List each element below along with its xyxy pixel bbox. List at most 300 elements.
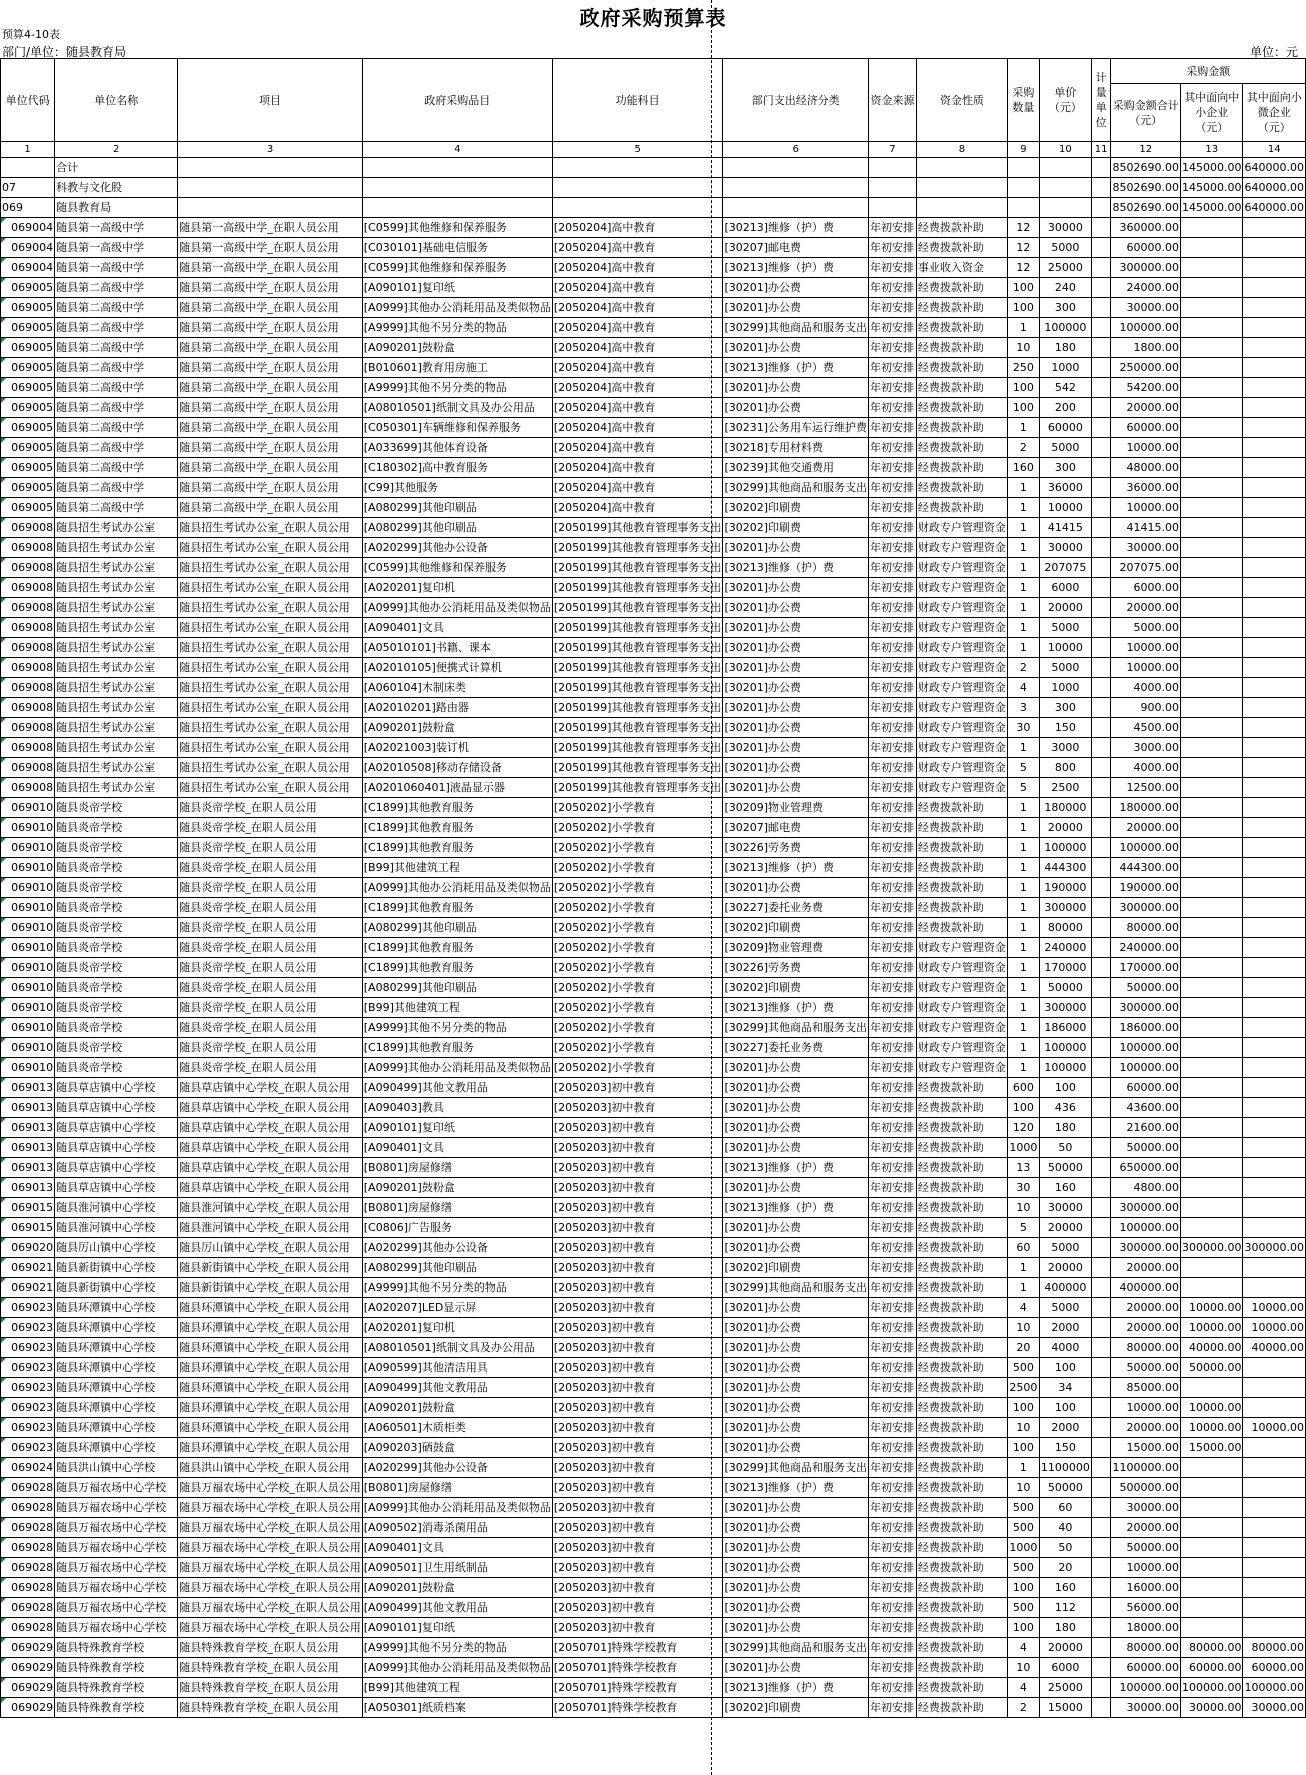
cell-fund-source: 年初安排 <box>869 378 917 398</box>
cell-sme-amount: 100000.00 <box>1180 1678 1243 1698</box>
cell-sme-amount <box>1180 838 1243 858</box>
table-row <box>1 678 1306 698</box>
cell-quantity: 160 <box>1007 458 1039 478</box>
table-row <box>1 1618 1306 1638</box>
cell-quantity: 3 <box>1007 698 1039 718</box>
col-index: 9 <box>1007 142 1039 158</box>
cell-measure-unit <box>1091 258 1111 278</box>
cell-unit-name: 随县招生考试办公室 <box>55 698 178 718</box>
cell-sme-amount <box>1180 1598 1243 1618</box>
cell-sme-amount: 15000.00 <box>1180 1438 1243 1458</box>
col-index: 11 <box>1091 142 1111 158</box>
cell-unit-name: 随县第二高级中学 <box>55 418 178 438</box>
cell-procurement-item: [A090201]鼓粉盒 <box>362 1178 552 1198</box>
cell-total-amount: 41415.00 <box>1111 518 1180 538</box>
cell-quantity: 2500 <box>1007 1378 1039 1398</box>
cell-total-amount: 360000.00 <box>1111 218 1180 238</box>
cell-sme-amount <box>1180 1078 1243 1098</box>
cell-unit-code: 069024 <box>1 1458 55 1478</box>
cell-econ-class: [30202]印刷费 <box>723 1698 869 1718</box>
section-row <box>1 178 1306 198</box>
cell-micro-amount <box>1243 638 1306 658</box>
department-name: 随县教育局 <box>55 198 178 218</box>
cell-unit-name: 随县炎帝学校 <box>55 958 178 978</box>
table-row <box>1 1598 1306 1618</box>
table-row <box>1 1338 1306 1358</box>
cell-unit-name: 随县第二高级中学 <box>55 338 178 358</box>
cell-unit-code: 069005 <box>1 378 55 398</box>
cell-sme-amount <box>1180 598 1243 618</box>
department-amount: 8502690.00 <box>1111 198 1180 218</box>
cell-unit-name: 随县炎帝学校 <box>55 838 178 858</box>
cell-project: 随县环潭镇中心学校_在职人员公用 <box>178 1338 363 1358</box>
cell-unit-code: 069029 <box>1 1678 55 1698</box>
cell-fund-nature: 经费拨款补助 <box>916 1358 1007 1378</box>
cell-total-amount: 48000.00 <box>1111 458 1180 478</box>
table-row <box>1 1098 1306 1118</box>
cell-micro-amount <box>1243 738 1306 758</box>
cell-unit-name: 随县万福农场中心学校 <box>55 1578 178 1598</box>
cell-unit-price: 100000 <box>1039 838 1091 858</box>
cell-econ-class: [30202]印刷费 <box>723 1258 869 1278</box>
cell-total-amount: 1100000.00 <box>1111 1458 1180 1478</box>
cell-total-amount: 10000.00 <box>1111 658 1180 678</box>
cell-project: 随县招生考试办公室_在职人员公用 <box>178 638 363 658</box>
cell-econ-class: [30201]办公费 <box>723 718 869 738</box>
cell-measure-unit <box>1091 718 1111 738</box>
cell-unit-name: 随县招生考试办公室 <box>55 658 178 678</box>
cell-measure-unit <box>1091 338 1111 358</box>
cell-project: 随县洪山镇中心学校_在职人员公用 <box>178 1458 363 1478</box>
cell-unit-price: 400000 <box>1039 1278 1091 1298</box>
cell-measure-unit <box>1091 278 1111 298</box>
cell-measure-unit <box>1091 938 1111 958</box>
table-row <box>1 618 1306 638</box>
cell-total-amount: 100000.00 <box>1111 1218 1180 1238</box>
cell-quantity: 1 <box>1007 598 1039 618</box>
cell-function-subject: [2050203]初中教育 <box>552 1438 723 1458</box>
cell-unit-code: 069010 <box>1 978 55 998</box>
cell-total-amount: 56000.00 <box>1111 1598 1180 1618</box>
table-row <box>1 318 1306 338</box>
cell-micro-amount <box>1243 958 1306 978</box>
cell-function-subject: [2050202]小学教育 <box>552 998 723 1018</box>
cell-unit-code: 069010 <box>1 838 55 858</box>
cell-measure-unit <box>1091 1118 1111 1138</box>
cell-sme-amount <box>1180 258 1243 278</box>
cell-quantity: 5 <box>1007 758 1039 778</box>
cell-unit-name: 随县招生考试办公室 <box>55 598 178 618</box>
cell-fund-source: 年初安排 <box>869 718 917 738</box>
cell-project: 随县招生考试办公室_在职人员公用 <box>178 718 363 738</box>
total-code <box>1 158 55 178</box>
cell-micro-amount <box>1243 878 1306 898</box>
cell-function-subject: [2050202]小学教育 <box>552 838 723 858</box>
cell-unit-code: 069028 <box>1 1478 55 1498</box>
cell-measure-unit <box>1091 1238 1111 1258</box>
section-code: 07 <box>1 178 55 198</box>
cell-micro-amount <box>1243 538 1306 558</box>
cell-procurement-item: [A080299]其他印刷品 <box>362 1258 552 1278</box>
cell-sme-amount <box>1180 1538 1243 1558</box>
cell-econ-class: [30231]公务用车运行维护费 <box>723 418 869 438</box>
cell-unit-price: 50000 <box>1039 978 1091 998</box>
cell-measure-unit <box>1091 1698 1111 1718</box>
cell-sme-amount <box>1180 858 1243 878</box>
cell-sme-amount <box>1180 1098 1243 1118</box>
cell-project: 随县招生考试办公室_在职人员公用 <box>178 558 363 578</box>
cell-unit-code: 069029 <box>1 1638 55 1658</box>
cell-function-subject: [2050203]初中教育 <box>552 1518 723 1538</box>
cell-total-amount: 207075.00 <box>1111 558 1180 578</box>
cell-unit-code: 069005 <box>1 418 55 438</box>
cell-unit-name: 随县草店镇中心学校 <box>55 1098 178 1118</box>
cell-function-subject: [2050199]其他教育管理事务支出 <box>552 738 723 758</box>
cell-project: 随县炎帝学校_在职人员公用 <box>178 898 363 918</box>
cell-measure-unit <box>1091 1438 1111 1458</box>
cell-function-subject: [2050203]初中教育 <box>552 1198 723 1218</box>
cell-econ-class: [30207]邮电费 <box>723 818 869 838</box>
cell-function-subject: [2050204]高中教育 <box>552 418 723 438</box>
cell-unit-code: 069015 <box>1 1218 55 1238</box>
cell-micro-amount <box>1243 1538 1306 1558</box>
table-row <box>1 638 1306 658</box>
cell-sme-amount: 40000.00 <box>1180 1338 1243 1358</box>
table-row <box>1 1498 1306 1518</box>
cell-fund-nature: 经费拨款补助 <box>916 1478 1007 1498</box>
cell-unit-code: 069021 <box>1 1278 55 1298</box>
cell-unit-name: 随县第一高级中学 <box>55 238 178 258</box>
cell-econ-class: [30213]维修（护）费 <box>723 358 869 378</box>
header-amount-group: 采购金额 <box>1111 59 1306 84</box>
cell-econ-class: [30227]委托业务费 <box>723 898 869 918</box>
cell-unit-code: 069008 <box>1 658 55 678</box>
cell-measure-unit <box>1091 1298 1111 1318</box>
cell-function-subject: [2050199]其他教育管理事务支出 <box>552 778 723 798</box>
cell-unit-code: 069010 <box>1 1018 55 1038</box>
table-row <box>1 1538 1306 1558</box>
cell-total-amount: 80000.00 <box>1111 1338 1180 1358</box>
cell-fund-nature: 经费拨款补助 <box>916 278 1007 298</box>
cell-fund-source: 年初安排 <box>869 318 917 338</box>
cell-fund-nature: 经费拨款补助 <box>916 838 1007 858</box>
cell-quantity: 120 <box>1007 1118 1039 1138</box>
cell-fund-source: 年初安排 <box>869 1698 917 1718</box>
cell-sme-amount <box>1180 1378 1243 1398</box>
cell-fund-nature: 经费拨款补助 <box>916 1578 1007 1598</box>
cell-unit-code: 069021 <box>1 1258 55 1278</box>
cell-procurement-item: [A090499]其他文教用品 <box>362 1078 552 1098</box>
cell-unit-price: 300 <box>1039 698 1091 718</box>
cell-econ-class: [30201]办公费 <box>723 378 869 398</box>
cell-procurement-item: [C0599]其他维修和保养服务 <box>362 258 552 278</box>
cell-measure-unit <box>1091 378 1111 398</box>
cell-quantity: 1 <box>1007 978 1039 998</box>
header-unit-price: 单价（元） <box>1039 59 1091 142</box>
total-amount: 8502690.00 <box>1111 158 1180 178</box>
cell-unit-name: 随县环潭镇中心学校 <box>55 1418 178 1438</box>
cell-sme-amount <box>1180 1198 1243 1218</box>
cell-micro-amount <box>1243 778 1306 798</box>
cell-econ-class: [30213]维修（护）费 <box>723 258 869 278</box>
cell-procurement-item: [A090101]复印纸 <box>362 278 552 298</box>
cell-fund-source: 年初安排 <box>869 418 917 438</box>
cell-measure-unit <box>1091 618 1111 638</box>
cell-unit-price: 180 <box>1039 338 1091 358</box>
cell-unit-name: 随县淮河镇中心学校 <box>55 1198 178 1218</box>
table-row <box>1 358 1306 378</box>
cell-unit-price: 5000 <box>1039 238 1091 258</box>
cell-sme-amount <box>1180 1518 1243 1538</box>
cell-procurement-item: [A080299]其他印刷品 <box>362 918 552 938</box>
cell-econ-class: [30201]办公费 <box>723 1438 869 1458</box>
cell-total-amount: 80000.00 <box>1111 1638 1180 1658</box>
cell-fund-nature: 经费拨款补助 <box>916 1278 1007 1298</box>
cell-micro-amount <box>1243 998 1306 1018</box>
cell-micro-amount <box>1243 1598 1306 1618</box>
cell-procurement-item: [A090201]鼓粉盒 <box>362 1398 552 1418</box>
cell-procurement-item: [B0801]房屋修缮 <box>362 1158 552 1178</box>
cell-unit-code: 069010 <box>1 998 55 1018</box>
cell-project: 随县第二高级中学_在职人员公用 <box>178 458 363 478</box>
cell-fund-source: 年初安排 <box>869 1518 917 1538</box>
cell-sme-amount <box>1180 318 1243 338</box>
cell-fund-nature: 经费拨款补助 <box>916 1598 1007 1618</box>
cell-quantity: 1 <box>1007 478 1039 498</box>
table-row <box>1 1358 1306 1378</box>
cell-micro-amount <box>1243 1058 1306 1078</box>
cell-sme-amount <box>1180 938 1243 958</box>
cell-fund-source: 年初安排 <box>869 1318 917 1338</box>
cell-unit-name: 随县第一高级中学 <box>55 258 178 278</box>
cell-fund-source: 年初安排 <box>869 1598 917 1618</box>
cell-function-subject: [2050202]小学教育 <box>552 818 723 838</box>
cell-econ-class: [30201]办公费 <box>723 738 869 758</box>
cell-micro-amount <box>1243 1398 1306 1418</box>
cell-unit-code: 069010 <box>1 1058 55 1078</box>
cell-fund-source: 年初安排 <box>869 478 917 498</box>
cell-unit-price: 25000 <box>1039 1678 1091 1698</box>
cell-quantity: 60 <box>1007 1238 1039 1258</box>
cell-unit-name: 随县招生考试办公室 <box>55 558 178 578</box>
cell-total-amount: 10000.00 <box>1111 498 1180 518</box>
cell-econ-class: [30201]办公费 <box>723 1658 869 1678</box>
cell-function-subject: [2050204]高中教育 <box>552 378 723 398</box>
cell-unit-price: 2500 <box>1039 778 1091 798</box>
section-amount: 8502690.00 <box>1111 178 1180 198</box>
cell-unit-code: 069013 <box>1 1178 55 1198</box>
cell-project: 随县炎帝学校_在职人员公用 <box>178 978 363 998</box>
cell-econ-class: [30201]办公费 <box>723 618 869 638</box>
cell-sme-amount <box>1180 1138 1243 1158</box>
cell-unit-code: 069010 <box>1 938 55 958</box>
cell-fund-source: 年初安排 <box>869 1658 917 1678</box>
table-row <box>1 1118 1306 1138</box>
cell-sme-amount <box>1180 498 1243 518</box>
cell-fund-nature: 财政专户管理资金 <box>916 538 1007 558</box>
cell-unit-name: 随县炎帝学校 <box>55 798 178 818</box>
cell-micro-amount <box>1243 1438 1306 1458</box>
cell-measure-unit <box>1091 1598 1111 1618</box>
cell-unit-name: 随县特殊教育学校 <box>55 1698 178 1718</box>
cell-sme-amount <box>1180 638 1243 658</box>
cell-fund-source: 年初安排 <box>869 698 917 718</box>
table-row <box>1 738 1306 758</box>
cell-unit-code: 069008 <box>1 758 55 778</box>
cell-unit-code: 069010 <box>1 878 55 898</box>
cell-fund-nature: 经费拨款补助 <box>916 1618 1007 1638</box>
cell-total-amount: 5000.00 <box>1111 618 1180 638</box>
cell-fund-source: 年初安排 <box>869 778 917 798</box>
cell-total-amount: 50000.00 <box>1111 1138 1180 1158</box>
cell-fund-nature: 经费拨款补助 <box>916 1118 1007 1138</box>
cell-measure-unit <box>1091 1658 1111 1678</box>
cell-sme-amount <box>1180 1618 1243 1638</box>
cell-fund-nature: 财政专户管理资金 <box>916 958 1007 978</box>
cell-function-subject: [2050202]小学教育 <box>552 878 723 898</box>
cell-micro-amount <box>1243 1558 1306 1578</box>
cell-quantity: 30 <box>1007 718 1039 738</box>
cell-fund-nature: 经费拨款补助 <box>916 378 1007 398</box>
cell-econ-class: [30201]办公费 <box>723 1518 869 1538</box>
cell-unit-price: 150 <box>1039 1438 1091 1458</box>
cell-quantity: 500 <box>1007 1498 1039 1518</box>
cell-quantity: 1 <box>1007 578 1039 598</box>
table-row <box>1 998 1306 1018</box>
cell-unit-code: 069023 <box>1 1378 55 1398</box>
cell-total-amount: 900.00 <box>1111 698 1180 718</box>
cell-procurement-item: [A080299]其他印刷品 <box>362 518 552 538</box>
cell-quantity: 1 <box>1007 1038 1039 1058</box>
cell-quantity: 1 <box>1007 818 1039 838</box>
cell-fund-nature: 经费拨款补助 <box>916 238 1007 258</box>
header-project: 项目 <box>178 59 363 142</box>
cell-measure-unit <box>1091 1398 1111 1418</box>
cell-total-amount: 300000.00 <box>1111 1198 1180 1218</box>
cell-measure-unit <box>1091 1558 1111 1578</box>
cell-project: 随县炎帝学校_在职人员公用 <box>178 1058 363 1078</box>
cell-fund-source: 年初安排 <box>869 1638 917 1658</box>
cell-unit-price: 160 <box>1039 1178 1091 1198</box>
cell-project: 随县招生考试办公室_在职人员公用 <box>178 698 363 718</box>
cell-project: 随县炎帝学校_在职人员公用 <box>178 878 363 898</box>
cell-measure-unit <box>1091 818 1111 838</box>
cell-quantity: 10 <box>1007 338 1039 358</box>
cell-quantity: 1 <box>1007 998 1039 1018</box>
cell-sme-amount <box>1180 418 1243 438</box>
cell-unit-code: 069008 <box>1 538 55 558</box>
cell-total-amount: 54200.00 <box>1111 378 1180 398</box>
cell-unit-price: 190000 <box>1039 878 1091 898</box>
cell-sme-amount <box>1180 478 1243 498</box>
table-row <box>1 338 1306 358</box>
header-quantity: 采购数量 <box>1007 59 1039 142</box>
cell-quantity: 1 <box>1007 1458 1039 1478</box>
cell-unit-price: 542 <box>1039 378 1091 398</box>
cell-unit-price: 5000 <box>1039 438 1091 458</box>
cell-econ-class: [30201]办公费 <box>723 1078 869 1098</box>
cell-micro-amount <box>1243 918 1306 938</box>
table-row <box>1 438 1306 458</box>
header-micro-amount: 其中面向小微企业（元） <box>1243 84 1306 142</box>
table-row <box>1 378 1306 398</box>
cell-fund-source: 年初安排 <box>869 898 917 918</box>
cell-project: 随县第二高级中学_在职人员公用 <box>178 418 363 438</box>
cell-measure-unit <box>1091 918 1111 938</box>
cell-fund-nature: 经费拨款补助 <box>916 358 1007 378</box>
cell-sme-amount <box>1180 578 1243 598</box>
table-row <box>1 398 1306 418</box>
cell-fund-nature: 经费拨款补助 <box>916 1258 1007 1278</box>
cell-micro-amount: 40000.00 <box>1243 1338 1306 1358</box>
cell-project: 随县万福农场中心学校_在职人员公用 <box>178 1498 363 1518</box>
cell-sme-amount <box>1180 518 1243 538</box>
cell-fund-source: 年初安排 <box>869 1418 917 1438</box>
cell-fund-source: 年初安排 <box>869 598 917 618</box>
cell-micro-amount <box>1243 758 1306 778</box>
cell-unit-name: 随县环潭镇中心学校 <box>55 1318 178 1338</box>
cell-measure-unit <box>1091 858 1111 878</box>
cell-sme-amount <box>1180 1158 1243 1178</box>
cell-fund-nature: 经费拨款补助 <box>916 1078 1007 1098</box>
cell-procurement-item: [A080299]其他印刷品 <box>362 978 552 998</box>
cell-fund-nature: 财政专户管理资金 <box>916 638 1007 658</box>
cell-fund-source: 年初安排 <box>869 1358 917 1378</box>
cell-measure-unit <box>1091 1678 1111 1698</box>
cell-project: 随县第二高级中学_在职人员公用 <box>178 498 363 518</box>
cell-fund-nature: 经费拨款补助 <box>916 1158 1007 1178</box>
cell-unit-price: 20000 <box>1039 818 1091 838</box>
cell-measure-unit <box>1091 778 1111 798</box>
cell-unit-code: 069013 <box>1 1158 55 1178</box>
cell-econ-class: [30218]专用材料费 <box>723 438 869 458</box>
cell-unit-price: 240000 <box>1039 938 1091 958</box>
table-row <box>1 1218 1306 1238</box>
table-row <box>1 918 1306 938</box>
cell-measure-unit <box>1091 438 1111 458</box>
cell-unit-price: 300 <box>1039 458 1091 478</box>
cell-function-subject: [2050203]初中教育 <box>552 1158 723 1178</box>
cell-unit-code: 069004 <box>1 238 55 258</box>
cell-unit-price: 2000 <box>1039 1418 1091 1438</box>
cell-econ-class: [30213]维修（护）费 <box>723 858 869 878</box>
cell-measure-unit <box>1091 1538 1111 1558</box>
cell-total-amount: 250000.00 <box>1111 358 1180 378</box>
cell-unit-name: 随县招生考试办公室 <box>55 638 178 658</box>
table-row <box>1 1698 1306 1718</box>
cell-total-amount: 60000.00 <box>1111 418 1180 438</box>
cell-sme-amount <box>1180 1178 1243 1198</box>
page-title: 政府采购预算表 <box>579 6 727 30</box>
cell-unit-price: 186000 <box>1039 1018 1091 1038</box>
cell-unit-name: 随县第二高级中学 <box>55 378 178 398</box>
cell-quantity: 10 <box>1007 1658 1039 1678</box>
cell-project: 随县万福农场中心学校_在职人员公用 <box>178 1598 363 1618</box>
cell-measure-unit <box>1091 998 1111 1018</box>
cell-unit-price: 100 <box>1039 1398 1091 1418</box>
cell-unit-name: 随县特殊教育学校 <box>55 1658 178 1678</box>
cell-sme-amount <box>1180 458 1243 478</box>
cell-sme-amount <box>1180 898 1243 918</box>
cell-unit-price: 100000 <box>1039 1038 1091 1058</box>
cell-measure-unit <box>1091 878 1111 898</box>
cell-fund-nature: 财政专户管理资金 <box>916 758 1007 778</box>
total-sme: 145000.00 <box>1180 158 1243 178</box>
currency-unit-label: 单位：元 <box>1249 45 1298 59</box>
cell-measure-unit <box>1091 558 1111 578</box>
table-row <box>1 458 1306 478</box>
cell-micro-amount <box>1243 518 1306 538</box>
